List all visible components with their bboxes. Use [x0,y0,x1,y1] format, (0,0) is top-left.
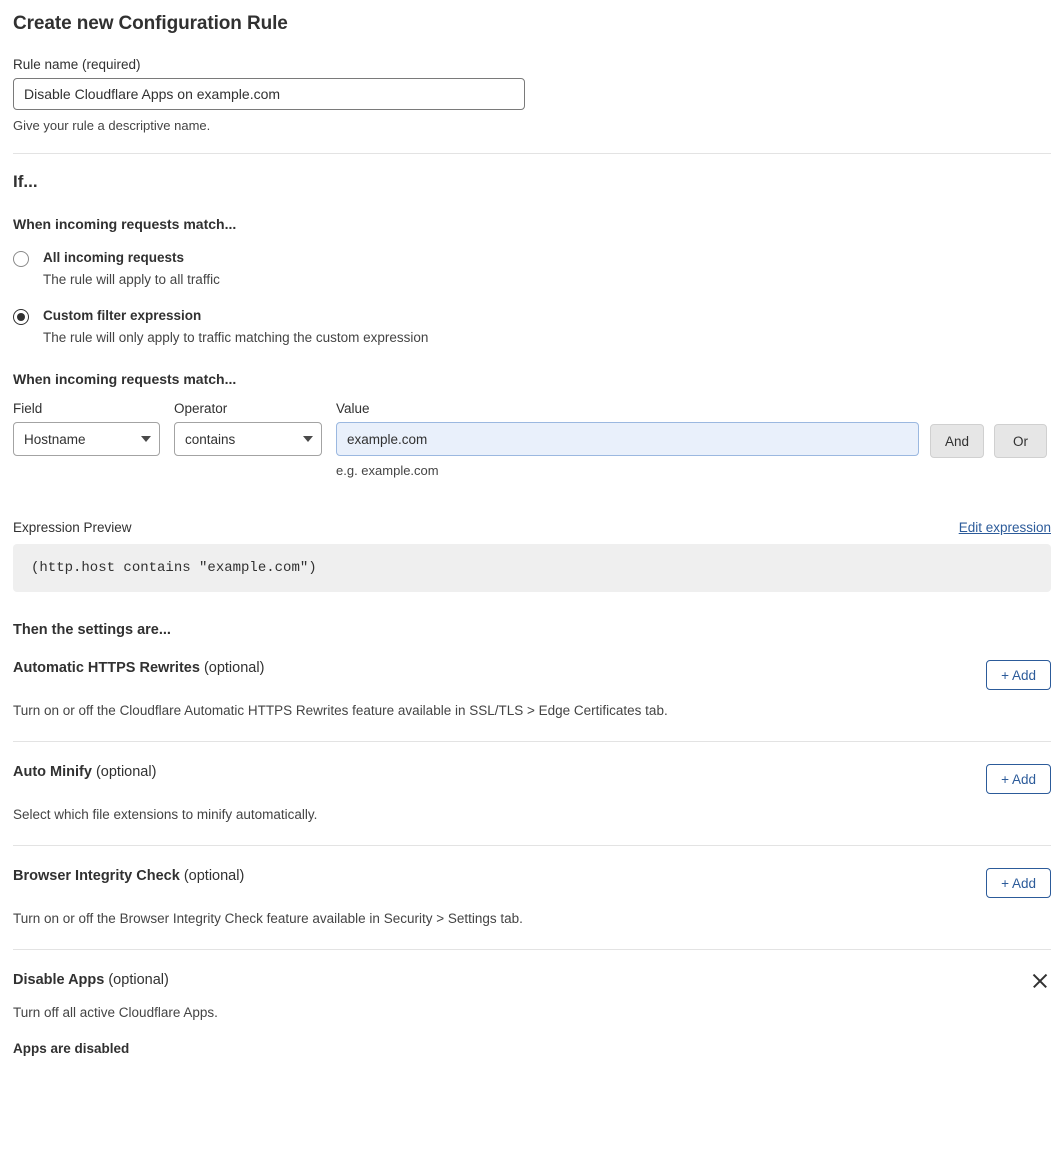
and-button[interactable]: And [930,424,984,458]
radio-option-description: The rule will apply to all traffic [43,271,220,287]
setting-disable-apps [13,950,1051,1056]
close-icon[interactable] [1029,970,1051,992]
radio-option-description: The rule will only apply to traffic matching the custom expression [43,329,429,345]
expression-preview-box: (http.host contains "example.com") [13,544,1051,592]
expression-preview-header [13,520,1051,535]
value-hint: e.g. example.com [336,463,439,479]
setting-description: Turn on or off the Browser Integrity Check feature available in Security > Settings tab. [13,911,523,927]
add-button[interactable]: + Add [986,660,1051,690]
setting-optional: (optional) [179,868,245,885]
then-section-heading: Then the settings are... [13,622,171,639]
value-input[interactable] [336,422,919,456]
field-select[interactable] [13,422,160,456]
page-title: Create new Configuration Rule [13,13,288,34]
setting-description: Turn on or off the Cloudflare Automatic HTTPS Rewrites feature available in SSL/TLS > Edge Certificates tab. [13,703,668,719]
expression-builder [13,401,1051,478]
setting-title [13,972,169,988]
or-button[interactable]: Or [994,424,1047,458]
operator-select-value: contains [185,431,236,447]
edit-expression-link[interactable]: Edit expression [958,520,1051,536]
expression-preview-label: Expression Preview [13,520,132,536]
setting-description: Select which file extensions to minify automatically. [13,807,318,823]
builder-heading: When incoming requests match... [13,371,237,388]
value-label: Value [336,401,370,417]
setting-name: Automatic HTTPS Rewrites [13,660,200,677]
setting-optional: (optional) [104,972,169,989]
match-heading: When incoming requests match... [13,216,237,232]
value-column [336,401,919,478]
setting-browser-integrity-check [13,846,1051,926]
setting-optional: (optional) [199,660,265,677]
add-button[interactable]: + Add [986,868,1051,898]
setting-optional: (optional) [91,764,157,781]
radio-custom-filter-expression[interactable] [13,306,1051,347]
setting-automatic-https-rewrites [13,638,1051,718]
rule-name-helper: Give your rule a descriptive name. [13,118,211,133]
radio-icon-selected[interactable] [13,309,29,325]
setting-title [13,868,244,884]
operator-select[interactable] [174,422,322,456]
add-button[interactable]: + Add [986,764,1051,794]
status-badge: Apps are disabled [13,1041,130,1057]
radio-icon[interactable] [13,251,29,267]
rule-name-input[interactable] [13,78,525,110]
and-or-buttons [930,424,1047,458]
setting-title [13,764,156,780]
radio-option-title: Custom filter expression [43,308,202,324]
setting-name: Browser Integrity Check [13,868,180,885]
section-divider [13,153,1051,154]
setting-auto-minify [13,742,1051,822]
match-type-radio-group [13,248,1051,347]
setting-title [13,660,264,676]
radio-option-title: All incoming requests [43,250,185,265]
field-column [13,401,160,456]
setting-name: Disable Apps [13,972,105,989]
chevron-down-icon [141,436,151,442]
field-select-value: Hostname [24,431,86,447]
operator-column [160,401,322,456]
field-label: Field [13,401,43,417]
radio-all-incoming-requests[interactable] [13,248,1051,289]
setting-description: Turn off all active Cloudflare Apps. [13,1005,218,1021]
if-section-heading: If... [13,172,38,191]
rule-name-group [13,57,1051,133]
setting-name: Auto Minify [13,764,92,781]
rule-name-label: Rule name (required) [13,57,141,72]
chevron-down-icon [303,436,313,442]
operator-label: Operator [174,401,228,417]
